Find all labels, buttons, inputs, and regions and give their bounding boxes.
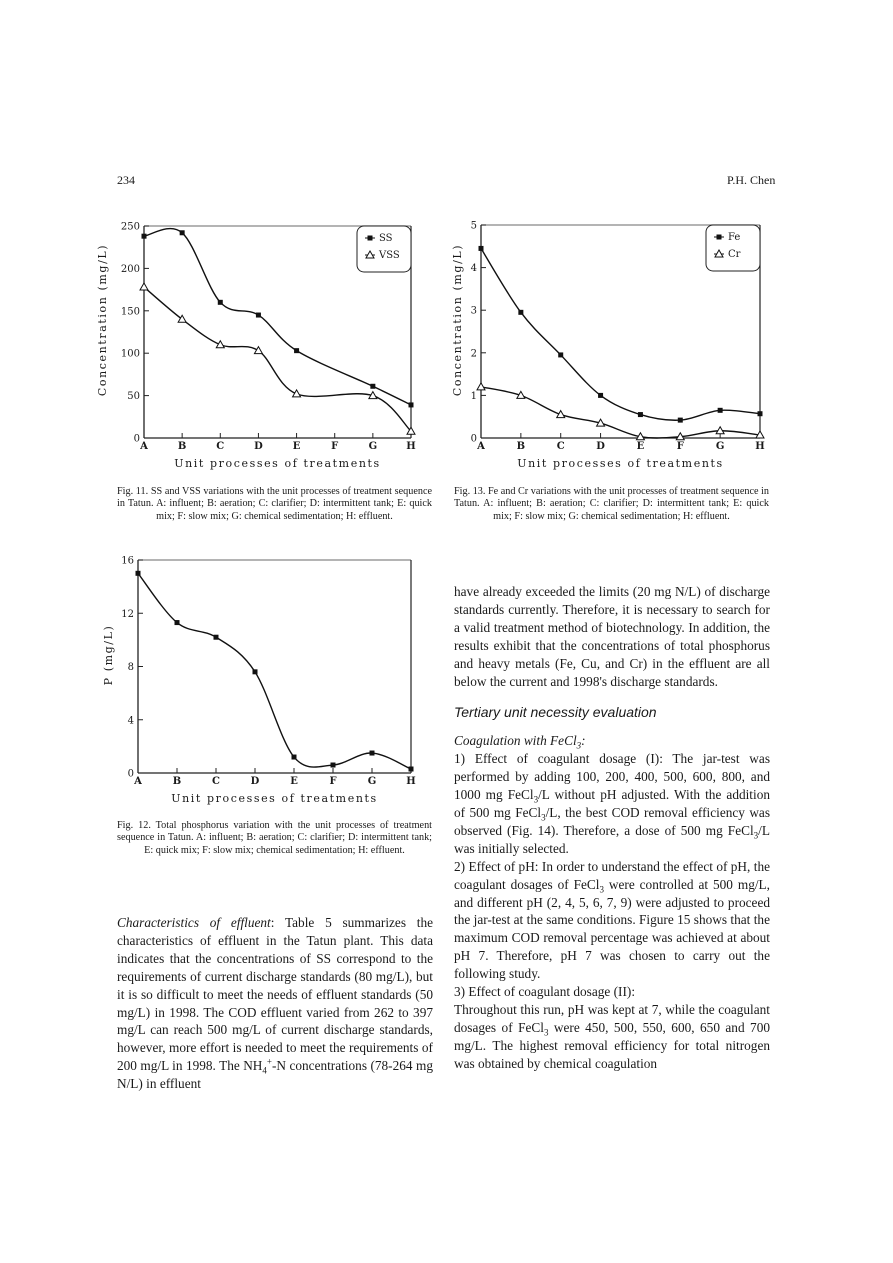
data-point-square xyxy=(294,348,299,353)
x-tick-label: G xyxy=(368,441,378,452)
subsection-heading: Coagulation with FeCl$_3$: xyxy=(454,733,586,751)
legend-entry-label: VSS xyxy=(379,250,400,261)
y-axis-label: Concentration (mg/L) xyxy=(96,243,109,397)
x-tick-label: E xyxy=(636,441,645,452)
effluent-paragraph: Characteristics of effluent: Table 5 summarizes the characteristics of effluent in the Tatun plant. This data indicates that the concentrations of SS correspond to the requirements of current discharge standards (80 mg/L), but it is so difficult to meet the needs of effluent standards (50 mg/L) in 1998. The COD effluent varied from 262 to 397 mg/L can reach 500 mg/L of current discharge standards, however, more effort is needed to meet the requirements of 200 mg/L in 1998. The $NH_4^+-N$ concentrations (78-264 mg N/L) in effluent xyxy=(117,915,433,1092)
series-line-vss xyxy=(144,287,411,431)
data-point-square xyxy=(214,635,219,640)
figure-11-chart xyxy=(96,210,430,475)
x-tick-label: A xyxy=(477,441,485,452)
x-tick-label: D xyxy=(250,776,260,787)
x-tick-label: H xyxy=(755,441,765,452)
data-point-square xyxy=(479,246,484,251)
data-point-triangle xyxy=(293,390,301,397)
right-column-text xyxy=(454,583,770,1073)
section-heading: Tertiary unit necessity evaluation xyxy=(454,704,657,721)
y-tick-label: 50 xyxy=(127,391,140,403)
legend-square-icon xyxy=(368,236,373,241)
data-point-square xyxy=(638,412,643,417)
y-tick-label: 0 xyxy=(470,433,477,445)
page-number: 234 xyxy=(117,173,135,187)
data-point-triangle xyxy=(140,283,148,290)
figure-13-caption: Fig. 13. Fe and Cr variations with the unit processes of treatment sequence in Tatun. A: influent; B: aeration; C: clarifier; D: intermittent tank; E: quick mix; F: slow mix; G: chemical sedimentation; H: effluent. xyxy=(454,486,769,522)
y-tick-label: 0 xyxy=(127,768,134,780)
legend-square-icon xyxy=(717,235,722,240)
x-tick-label: D xyxy=(254,441,263,452)
data-point-square xyxy=(678,418,683,423)
item-3-paragraph: Throughout this run, pH was kept at 7, while the coagulant dosages of FeCl$_3$ were 450, 500, 550, 600, 650 and 700 mg/L. The highest removal efficiency for total nitrogen was obtained by chemical coagulation xyxy=(454,1001,770,1071)
data-point-triangle xyxy=(477,383,485,390)
x-tick-label: C xyxy=(212,776,220,787)
x-tick-label: B xyxy=(177,441,187,452)
item-1-paragraph: 1) Effect of coagulant dosage (I): The jar-test was performed by adding 100, 200, 400, 500, 600, 800, and 1000 mg FeCl$_3$/L without pH adjusted. With the addition of 500 mg FeCl$_3$/L, the best COD removal efficiency was observed (Fig. 14). Therefore, a dose of 500 mg FeCl$_3$/L was initially selected. xyxy=(454,751,770,856)
x-tick-label: A xyxy=(140,441,148,452)
x-tick-label: H xyxy=(406,776,416,787)
legend-entry-label: Cr xyxy=(728,249,741,260)
y-tick-label: 250 xyxy=(120,221,140,233)
x-tick-label: F xyxy=(329,776,337,787)
y-tick-label: 12 xyxy=(121,608,134,620)
x-axis-label: Unit processes of treatments xyxy=(171,792,378,805)
item-2-paragraph: 2) Effect of pH: In order to understand the effect of pH, the coagulant dosages of FeCl$_3$ were controlled at 500 mg/L, and different pH (2, 4, 5, 6, 7, 9) were adjusted to proceed the jar-test at the same conditions. Figure 15 shows that the maximum COD removal percentage was achieved at about pH 7. Therefore, pH 7 was chosen to carry out the following study. xyxy=(454,858,770,982)
data-point-square xyxy=(253,669,258,674)
data-point-triangle xyxy=(254,347,262,354)
data-point-square xyxy=(142,234,147,239)
x-tick-label: H xyxy=(406,441,416,452)
data-point-square xyxy=(409,402,414,407)
x-tick-label: F xyxy=(331,441,339,452)
x-tick-label: A xyxy=(134,776,142,787)
x-axis-label: Unit processes of treatments xyxy=(174,457,381,470)
paragraph-run-in-heading: Characteristics of effluent xyxy=(117,915,271,930)
y-tick-label: 2 xyxy=(470,348,477,360)
x-tick-label: E xyxy=(292,441,301,452)
y-tick-label: 200 xyxy=(120,263,140,275)
figure-11-caption: Fig. 11. SS and VSS variations with the unit processes of treatment sequence in Tatun. A: influent; B: aeration; C: clarifier; D: intermittent tank; E: quick mix; F: slow mix; G: chemical sedimentation; H: effluent. xyxy=(117,486,432,522)
x-tick-label: F xyxy=(676,441,684,452)
figure-12-chart xyxy=(100,545,430,810)
data-point-square xyxy=(370,751,375,756)
y-tick-label: 16 xyxy=(121,555,134,567)
data-point-square xyxy=(218,300,223,305)
data-point-square xyxy=(256,313,261,318)
y-tick-label: 3 xyxy=(470,305,477,317)
data-point-square xyxy=(409,767,414,772)
data-point-square xyxy=(558,352,563,357)
x-tick-label: C xyxy=(556,441,565,452)
series-line-total-phosphorus xyxy=(138,573,411,769)
data-point-square xyxy=(718,408,723,413)
figure-12-caption: Fig. 12. Total phosphorus variation with the unit processes of treatment sequence in Tatun. A: influent; B: aeration; C: clarifier; D: intermittent tank; E: quick mix; F: slow mix; chemical sedimentation; H: effluent. xyxy=(117,820,432,856)
data-point-square xyxy=(598,393,603,398)
legend-entry-label: SS xyxy=(379,233,393,244)
x-tick-label: G xyxy=(715,441,725,452)
data-point-square xyxy=(292,755,297,760)
x-axis-label: Unit processes of treatments xyxy=(517,457,724,470)
data-point-square xyxy=(518,310,523,315)
left-column-text xyxy=(117,914,433,1093)
x-tick-label: G xyxy=(367,776,377,787)
y-tick-label: 150 xyxy=(120,306,140,318)
y-tick-label: 1 xyxy=(470,390,477,402)
data-point-square xyxy=(331,763,336,768)
x-tick-label: B xyxy=(516,441,526,452)
y-tick-label: 4 xyxy=(127,715,134,727)
data-point-square xyxy=(370,384,375,389)
data-point-square xyxy=(758,411,763,416)
running-head-author: P.H. Chen xyxy=(727,173,776,187)
figure-13-chart xyxy=(451,210,785,475)
y-tick-label: 8 xyxy=(127,662,134,673)
x-tick-label: E xyxy=(290,776,298,787)
x-tick-label: D xyxy=(596,441,605,452)
legend-entry-label: Fe xyxy=(728,232,741,243)
item-3-heading: 3) Effect of coagulant dosage (II): xyxy=(454,984,636,1000)
y-tick-label: 5 xyxy=(470,220,477,232)
x-tick-label: C xyxy=(216,441,225,452)
y-tick-label: 0 xyxy=(133,433,140,445)
y-axis-label: P (mg/L) xyxy=(102,624,115,686)
y-tick-label: 4 xyxy=(470,263,477,275)
data-point-square xyxy=(175,620,180,625)
continuation-paragraph: have already exceeded the limits (20 mg N/L) of discharge standards currently. Therefore, it is necessary to search for a valid treatment method of biotechnology. In addition, the results exhibit that the concentrations of total phosphorus and heavy metals (Fe, Cu, and Cr) in the effluent are all below the current and 1998's discharge standards. xyxy=(454,584,770,689)
y-tick-label: 100 xyxy=(120,348,140,360)
x-tick-label: B xyxy=(172,776,182,787)
data-point-square xyxy=(136,571,141,576)
data-point-square xyxy=(180,230,185,235)
y-axis-label: Concentration (mg/L) xyxy=(451,243,464,397)
